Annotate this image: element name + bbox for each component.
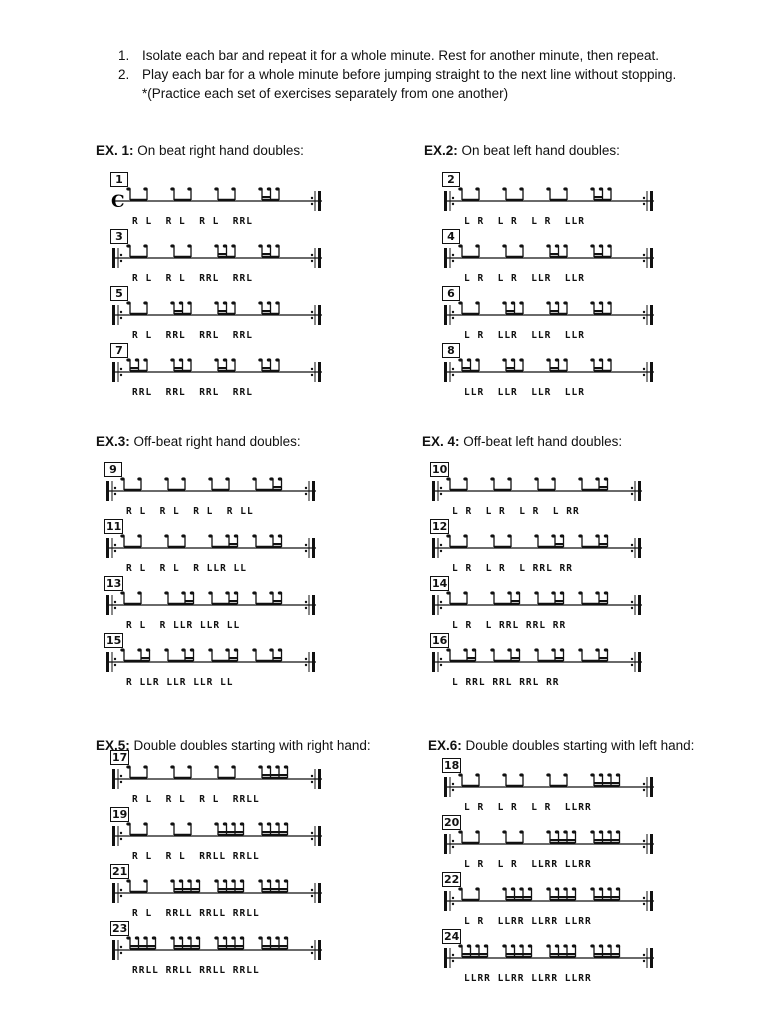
staff-notation bbox=[430, 647, 650, 677]
exercise-bar bbox=[104, 633, 324, 688]
exercise-title bbox=[96, 143, 304, 158]
sticking-pattern: LLR LLR LLR LLR bbox=[464, 387, 585, 398]
sticking-pattern: LLRR LLRR LLRR LLRR bbox=[464, 973, 592, 984]
exercise-bar bbox=[430, 462, 650, 517]
bar-number: 24 bbox=[444, 930, 460, 943]
instruction-item bbox=[118, 46, 676, 65]
exercise-bar bbox=[104, 519, 324, 574]
staff-notation bbox=[442, 886, 662, 916]
bar-number: 7 bbox=[110, 343, 128, 358]
staff-notation bbox=[110, 764, 330, 794]
sticking-pattern: L RRL RRL RRL RR bbox=[452, 677, 560, 688]
exercise-title bbox=[424, 143, 620, 158]
instruction-note: *(Practice each set of exercises separately from one another) bbox=[142, 86, 509, 101]
sticking-pattern: R L RRLL RRLL RRLL bbox=[132, 908, 260, 919]
exercise-description: On beat left hand doubles: bbox=[461, 143, 620, 158]
sticking-pattern: RRL RRL RRL RRL bbox=[132, 387, 253, 398]
sticking-pattern: R L R L R L R LL bbox=[126, 506, 254, 517]
sticking-pattern: R L R L R LLR LL bbox=[126, 563, 247, 574]
bar-number: 3 bbox=[110, 229, 128, 244]
exercise-description: Double doubles starting with left hand: bbox=[465, 738, 695, 753]
bar-number: 14 bbox=[432, 577, 448, 590]
bar-number: 8 bbox=[442, 343, 460, 358]
staff-notation bbox=[442, 772, 662, 802]
staff-notation bbox=[104, 647, 324, 677]
sticking-pattern: L R LLR LLR LLR bbox=[464, 330, 585, 341]
staff-notation bbox=[430, 590, 650, 620]
exercise-bar bbox=[110, 343, 330, 398]
bar-number: 6 bbox=[442, 286, 460, 301]
exercise-bar bbox=[442, 172, 662, 227]
exercise-bar bbox=[110, 286, 330, 341]
sticking-pattern: R L R L R L RRL bbox=[132, 216, 253, 227]
sticking-pattern: L R L R LLRR LLRR bbox=[464, 859, 592, 870]
bar-number: 5 bbox=[110, 286, 128, 301]
staff-notation bbox=[430, 476, 650, 506]
exercise-bar bbox=[442, 286, 662, 341]
exercise-label: EX. 4: bbox=[422, 434, 460, 449]
exercise-bar bbox=[110, 807, 330, 862]
bar-number: 2 bbox=[442, 172, 460, 187]
exercise-bar bbox=[110, 864, 330, 919]
instruction-text: Isolate each bar and repeat it for a whole minute. Rest for another minute, then repeat. bbox=[142, 48, 660, 63]
bar-number: 19 bbox=[112, 808, 128, 821]
svg-text:C: C bbox=[111, 192, 125, 212]
bar-number: 9 bbox=[104, 462, 122, 477]
staff-notation bbox=[110, 878, 330, 908]
exercise-bar bbox=[442, 758, 662, 813]
exercise-bar bbox=[442, 872, 662, 927]
sticking-pattern: R LLR LLR LLR LL bbox=[126, 677, 234, 688]
bar-number: 22 bbox=[444, 873, 460, 886]
exercise-label: EX.3: bbox=[96, 434, 130, 449]
sticking-pattern: L R L R LLR LLR bbox=[464, 273, 585, 284]
staff-notation bbox=[442, 357, 662, 387]
sticking-pattern: L R L R L R L RR bbox=[452, 506, 580, 517]
exercise-bar bbox=[110, 172, 330, 227]
exercise-bar bbox=[110, 750, 330, 805]
bar-number: 11 bbox=[106, 520, 122, 533]
exercise-label: EX.5: bbox=[96, 738, 130, 753]
staff-notation bbox=[110, 186, 330, 216]
staff-notation bbox=[442, 186, 662, 216]
staff-notation bbox=[442, 943, 662, 973]
staff-notation bbox=[110, 935, 330, 965]
exercise-bar bbox=[442, 229, 662, 284]
sticking-pattern: L R L R L RRL RR bbox=[452, 563, 573, 574]
exercise-label: EX.6: bbox=[428, 738, 462, 753]
bar-number: 4 bbox=[442, 229, 460, 244]
sticking-pattern: R L RRL RRL RRL bbox=[132, 330, 253, 341]
bar-number: 21 bbox=[112, 865, 128, 878]
staff-notation bbox=[104, 533, 324, 563]
sticking-pattern: RRLL RRLL RRLL RRLL bbox=[132, 965, 260, 976]
staff-notation bbox=[110, 243, 330, 273]
bar-number: 23 bbox=[112, 922, 128, 935]
exercise-description: Off-beat right hand doubles: bbox=[133, 434, 301, 449]
bar-number: 1 bbox=[110, 172, 128, 187]
exercise-description: Off-beat left hand doubles: bbox=[463, 434, 623, 449]
staff-notation bbox=[104, 476, 324, 506]
staff-notation bbox=[104, 590, 324, 620]
bar-number: 20 bbox=[444, 816, 460, 829]
sticking-pattern: R L R LLR LLR LL bbox=[126, 620, 241, 631]
instructions-list bbox=[118, 46, 676, 103]
sticking-pattern: L R LLRR LLRR LLRR bbox=[464, 916, 592, 927]
exercise-bar bbox=[430, 519, 650, 574]
instruction-text: Play each bar for a whole minute before jumping straight to the next line without stopping. bbox=[142, 67, 677, 82]
exercise-label: EX.2: bbox=[424, 143, 458, 158]
staff-notation bbox=[110, 357, 330, 387]
bar-number: 15 bbox=[106, 634, 122, 647]
bar-number: 17 bbox=[112, 751, 128, 764]
exercise-bar bbox=[110, 229, 330, 284]
instruction-number: 2. bbox=[118, 67, 130, 82]
bar-number: 13 bbox=[106, 577, 122, 590]
staff-notation bbox=[430, 533, 650, 563]
instruction-item bbox=[118, 65, 676, 84]
bar-number: 16 bbox=[432, 634, 448, 647]
sticking-pattern: R L R L R L RRLL bbox=[132, 794, 260, 805]
sticking-pattern: L R L R L R LLR bbox=[464, 216, 585, 227]
exercise-bar bbox=[442, 929, 662, 984]
exercise-description: On beat right hand doubles: bbox=[137, 143, 304, 158]
exercise-bar bbox=[442, 815, 662, 870]
staff-notation bbox=[442, 300, 662, 330]
exercise-bar bbox=[442, 343, 662, 398]
sticking-pattern: L R L RRL RRL RR bbox=[452, 620, 567, 631]
exercise-title bbox=[96, 434, 301, 449]
staff-notation bbox=[442, 829, 662, 859]
staff-notation bbox=[110, 300, 330, 330]
exercise-title bbox=[422, 434, 622, 449]
bar-number: 10 bbox=[432, 463, 448, 476]
staff-notation bbox=[442, 243, 662, 273]
exercise-label: EX. 1: bbox=[96, 143, 134, 158]
bar-number: 18 bbox=[444, 759, 460, 772]
exercise-bar bbox=[430, 576, 650, 631]
bar-number: 12 bbox=[432, 520, 448, 533]
exercise-bar bbox=[110, 921, 330, 976]
exercise-description: Double doubles starting with right hand: bbox=[133, 738, 371, 753]
exercise-bar bbox=[104, 576, 324, 631]
instruction-number: 1. bbox=[118, 48, 130, 63]
exercise-bar bbox=[104, 462, 324, 517]
sticking-pattern: R L R L RRL RRL bbox=[132, 273, 253, 284]
exercise-title bbox=[428, 738, 694, 753]
sticking-pattern: R L R L RRLL RRLL bbox=[132, 851, 260, 862]
sticking-pattern: L R L R L R LLRR bbox=[464, 802, 592, 813]
exercise-bar bbox=[430, 633, 650, 688]
staff-notation bbox=[110, 821, 330, 851]
